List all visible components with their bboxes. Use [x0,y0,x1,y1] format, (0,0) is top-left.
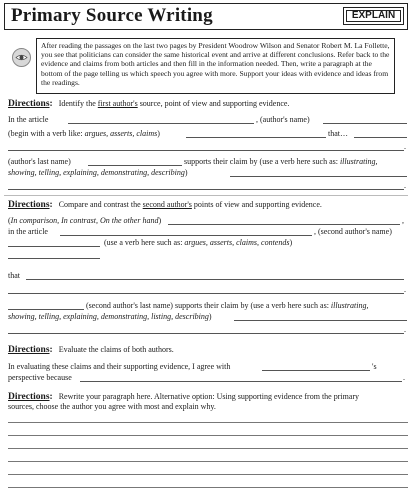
s1-support-blank[interactable] [230,176,407,177]
s2-support-blank[interactable] [234,320,407,321]
s1-lastname-label: (author's last name) [8,157,71,166]
s3-author-blank[interactable] [262,370,370,371]
explain-badge: EXPLAIN [343,7,404,25]
s2-that-blank[interactable] [26,279,404,280]
s2-support-blank-2[interactable] [8,333,404,334]
s2-lastname-blank[interactable] [8,309,84,310]
s1-dot2: . [404,181,406,190]
s2-article-label: in the article [8,227,48,236]
s3-because-label: perspective because [8,373,72,382]
writing-line[interactable] [8,461,408,462]
writing-line[interactable] [8,422,408,423]
s1-lastname-blank[interactable] [88,165,182,166]
s2-compare-blank[interactable] [168,224,400,225]
s2-verb-label: (use a verb here such as: argues, asserts, claims, contends) [104,238,293,247]
directions-2: Directions: Compare and contrast the second author's points of view and supporting evidence. [8,200,322,210]
s2-comma: , [402,216,404,225]
s2-verbs-label: showing, telling, explaining, demonstrating, listing, describing) [8,312,212,321]
s3-possessive: 's [372,362,377,371]
s1-author-label: , (author's name) [256,115,310,124]
s1-verbs-label: showing, telling, explaining, demonstrating, describing) [8,168,188,177]
s3-because-blank[interactable] [80,381,402,382]
intro-box [36,38,395,94]
s1-line1-label: In the article [8,115,49,124]
s3-agree-label: In evaluating these claims and their supporting evidence, I agree with [8,362,231,371]
directions-3: Directions: Evaluate the claims of both authors. [8,345,174,355]
writing-line[interactable] [8,487,408,488]
directions-4-heading: Directions [8,392,50,402]
intro-text: After reading the passages on the last two pages by President Woodrow Wilson and Senator Robert M. La Follette, you see that politicians can consider the same historical event and arrive at different conclusions. Refer back to the evidence and claims from both articles and then fill in the information needed. Then, write a paragraph at the bottom of the page telling us which speech you agree with more. Support your ideas with evidence and ideas from the readings. [41,41,390,87]
s1-line2-label: (begin with a verb like: argues, asserts, claims) [8,129,160,138]
page-header [4,3,408,30]
directions-3-heading: Directions [8,345,50,355]
divider [4,195,408,196]
s1-that-label: that… [328,129,348,138]
s1-verb-blank[interactable] [186,137,326,138]
s2-claim-blank[interactable] [8,293,404,294]
s2-verb-blank[interactable] [8,258,100,259]
writing-line[interactable] [8,435,408,436]
directions-4-text-2: sources, choose the author you agree with most and explain why. [8,402,216,411]
s1-dot1: . [404,142,406,151]
s2-compare-label: (In comparison, In contrast, On the other hand) [8,216,162,225]
s2-supports-label: (second author's last name) supports their claim by (use a verb here such as: illustrating, [86,301,369,310]
directions-1-heading: Directions [8,99,50,109]
s2-dot1: . [404,285,406,294]
s3-dot: . [403,373,405,382]
s1-supports-label: supports their claim by (use a verb here such as: illustrating, [184,157,378,166]
directions-2-heading: Directions [8,200,50,210]
s2-dot2: . [404,325,406,334]
s1-that-blank[interactable] [354,137,407,138]
s1-article-blank[interactable] [68,123,254,124]
eye-icon [12,48,31,67]
directions-4: Directions: Rewrite your paragraph here. Alternative option: Using supporting evidence from the primary [8,392,360,402]
s1-support-blank-2[interactable] [8,189,404,190]
page-title: Primary Source Writing [11,5,213,26]
writing-line[interactable] [8,474,408,475]
s2-article-blank[interactable] [60,235,312,236]
s2-author-blank[interactable] [8,246,100,247]
s2-that-label: that [8,271,20,280]
s1-author-blank[interactable] [323,123,407,124]
writing-line[interactable] [8,448,408,449]
s2-author-label: , (second author's name) [314,227,392,236]
s1-claim-blank[interactable] [8,150,404,151]
directions-1: Directions: Identify the first author's source, point of view and supporting evidence. [8,99,290,109]
